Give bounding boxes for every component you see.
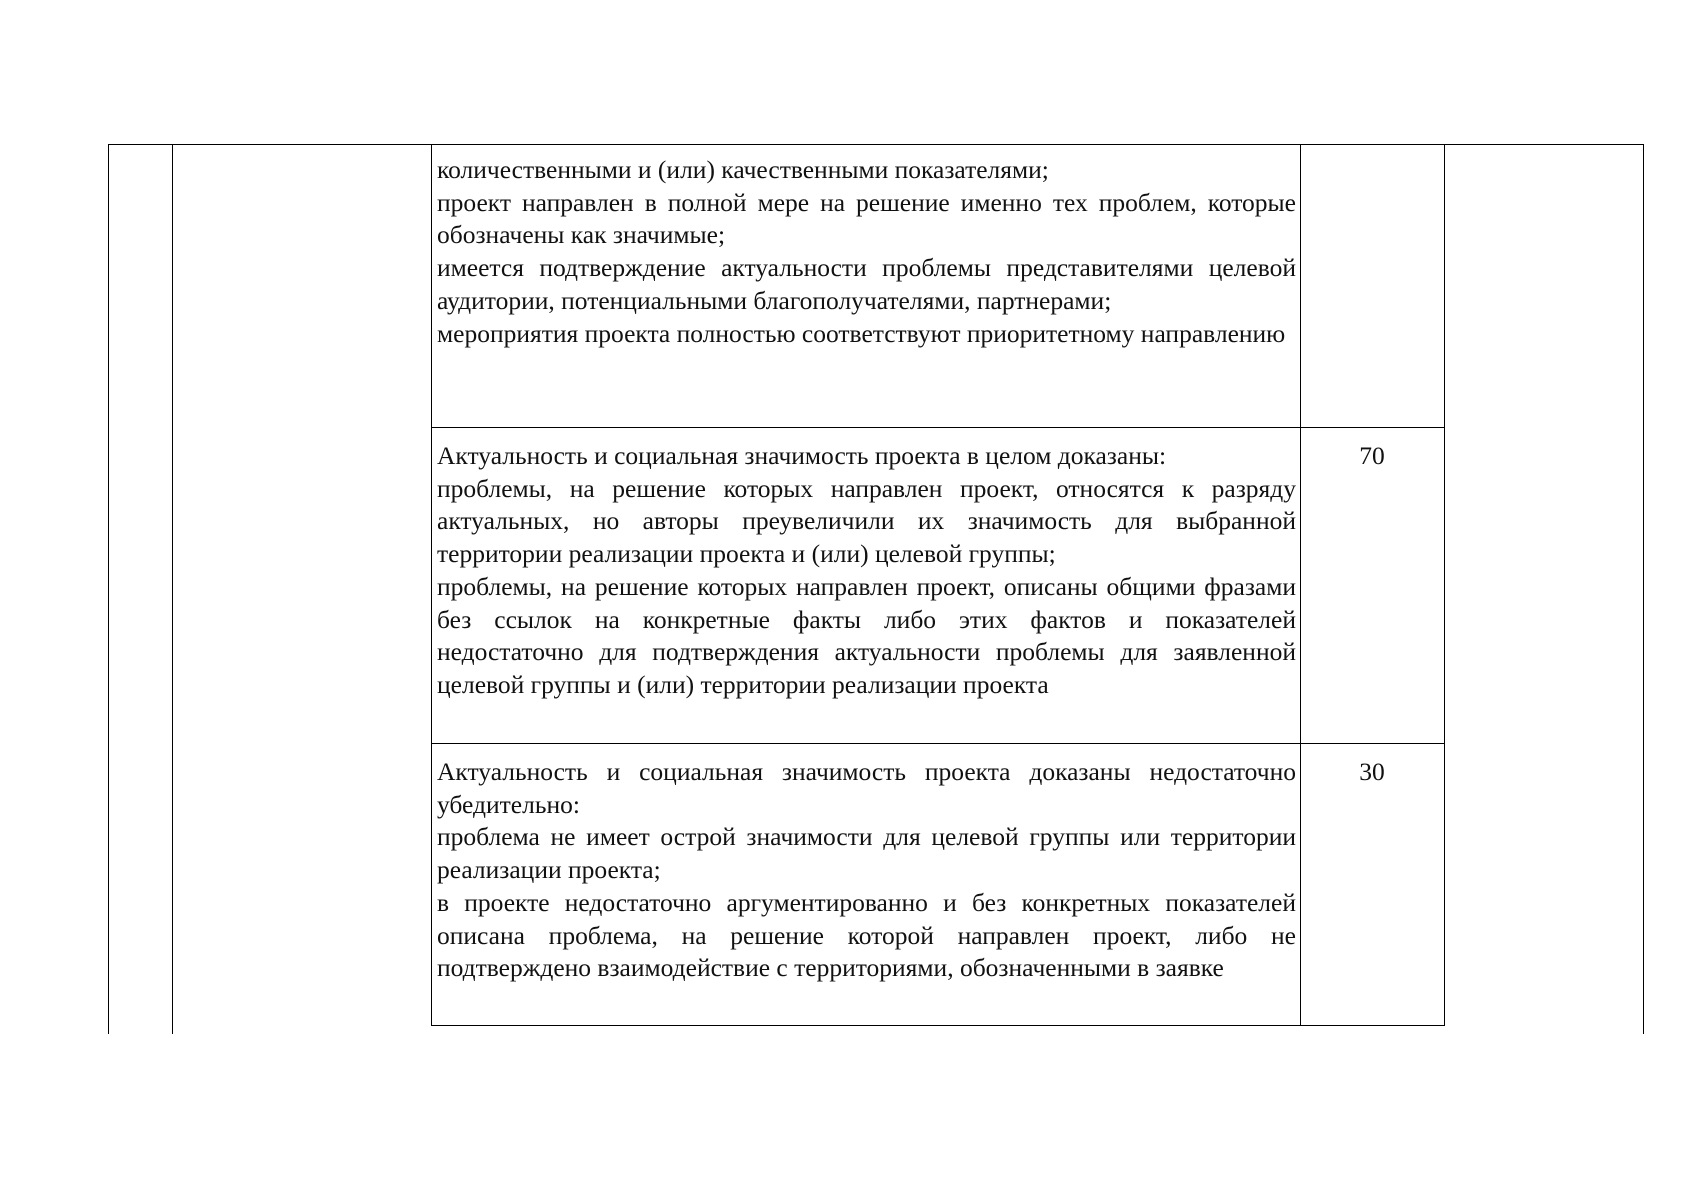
criteria-paragraph: количественными и (или) качественными показателями; — [437, 155, 1049, 184]
table-row-2-score: 70 — [1359, 441, 1385, 470]
table-top-border — [108, 144, 1643, 145]
criteria-paragraph: проблемы, на решение которых направлен проект, описаны общими фразами без ссылок на конкретные факты либо этих фактов и показателей недостаточно для подтверждения актуальности проблемы для заявленной целевой группы и (или) территории реализации проекта — [437, 571, 1296, 699]
row-separator-bottom — [431, 1025, 1445, 1026]
criteria-paragraph: проблемы, на решение которых направлен проект, относятся к разряду актуальных, но авторы преувеличили их значимость для выбранной территории реализации проекта и (или) целевой группы; — [437, 473, 1296, 569]
criteria-paragraph: мероприятия проекта полностью соответствуют приоритетному направлению — [437, 318, 1286, 348]
row-separator-1 — [431, 427, 1445, 428]
table-row-3-criteria — [437, 756, 1296, 985]
criteria-paragraph: в проекте недостаточно аргументированно и без конкретных показателей описана проблема, на решение которой направлен проект, либо не подтверждено взаимодействие с территориями, обозначенными в заявке — [437, 887, 1296, 983]
criteria-table — [108, 144, 1643, 1034]
table-row-3-score: 30 — [1359, 757, 1385, 786]
criteria-paragraph: проблема не имеет острой значимости для целевой группы или территории реализации проекта; — [437, 822, 1296, 885]
col-border-2 — [172, 144, 173, 1034]
criteria-paragraph: Актуальность и социальная значимость проекта в целом доказаны: — [437, 441, 1167, 470]
criteria-paragraph: Актуальность и социальная значимость проекта доказаны недостаточно убедительно: — [437, 757, 1296, 819]
col-border-4 — [1300, 144, 1301, 1026]
criteria-paragraph: проект направлен в полной мере на решение именно тех проблем, которые обозначены как значимые; — [437, 187, 1296, 250]
criteria-paragraph: имеется подтверждение актуальности проблемы представителями целевой аудитории, потенциальными благополучателями, партнерами; — [437, 253, 1296, 315]
row-separator-2 — [431, 743, 1445, 744]
col-border-5 — [1444, 144, 1445, 1026]
col-border-1 — [108, 144, 109, 1034]
col-border-6 — [1643, 144, 1644, 1034]
table-row-1-criteria — [437, 154, 1296, 350]
table-row-2-criteria — [437, 440, 1296, 702]
col-border-3 — [431, 144, 432, 1026]
